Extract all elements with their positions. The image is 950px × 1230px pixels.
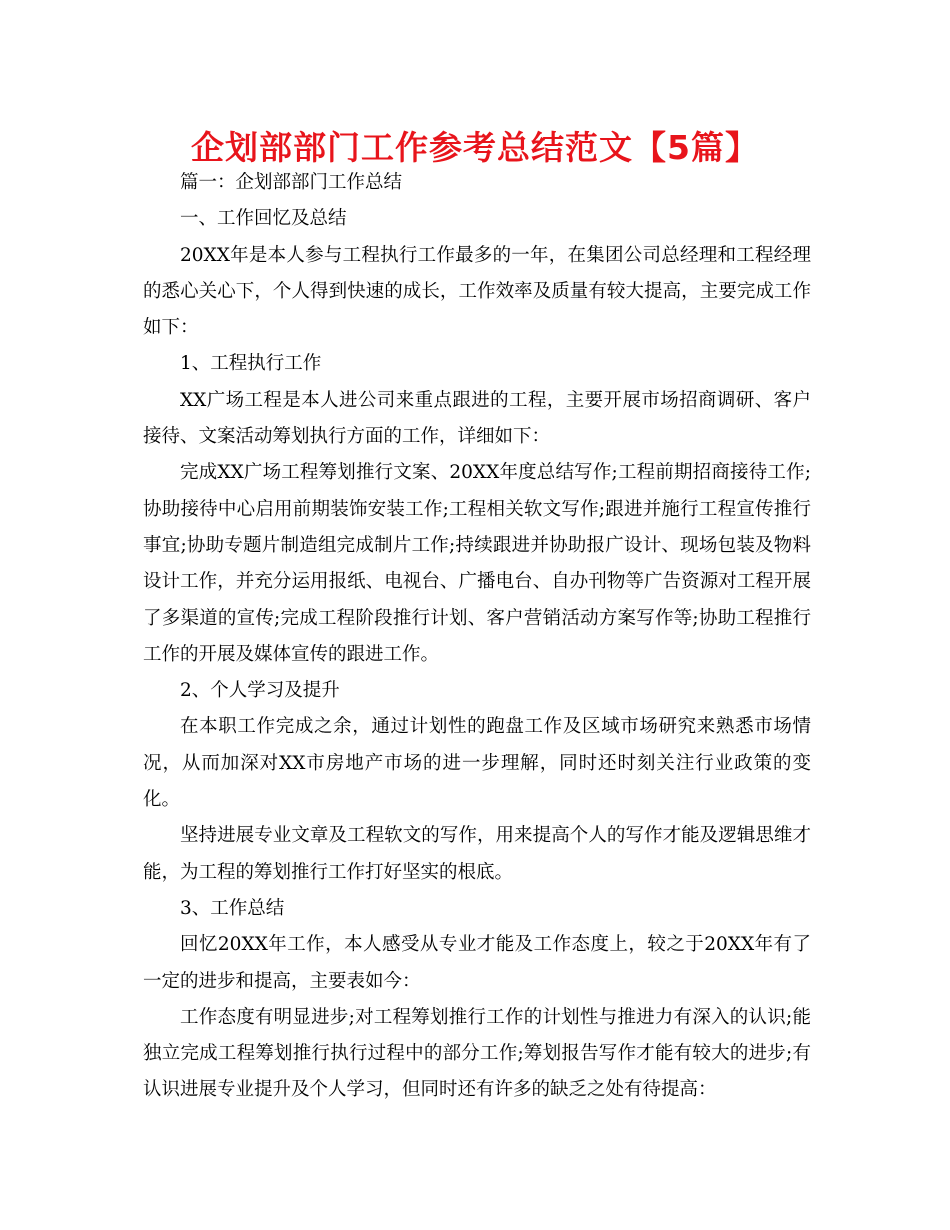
subheading-project-execution: 1、工程执行工作	[180, 353, 322, 375]
paragraph-intro: 20XX年是本人参与工程执行工作最多的一年，在集团公司总经理和工程经理的悉心关心下，个人得到快速的成长，工作效率及质量有较大提高，主要完成工作如下：	[143, 244, 811, 339]
paragraph-writing-practice: 坚持进展专业文章及工程软文的写作，用来提高个人的写作才能及逻辑思维才能，为工程的筹划推行工作打好坚实的根底。	[143, 825, 811, 883]
subheading-personal-learning: 2、个人学习及提升	[180, 680, 340, 702]
paragraph-summary-details: 工作态度有明显进步;对工程筹划推行工作的计划性与推进力有深入的认识;能独立完成工程筹划推行执行过程中的部分工作;筹划报告写作才能有较大的进步;有认识进展专业提升及个人学习，但同时还有许多的缺乏之处有待提高：	[143, 1006, 811, 1101]
paragraph-market-study: 在本职工作完成之余，通过计划性的跑盘工作及区域市场研究来熟悉市场情况，从而加深对XX市房地产市场的进一步理解，同时还时刻关注行业政策的变化。	[143, 716, 811, 811]
document-title: 企划部部门工作参考总结范文【5篇】	[191, 128, 759, 167]
paragraph-project-overview: XX广场工程是本人进公司来重点跟进的工程，主要开展市场招商调研、客户接待、文案活动筹划执行方面的工作，详细如下：	[143, 389, 811, 448]
document-body	[143, 165, 811, 1109]
section-heading-review: 一、工作回忆及总结	[180, 208, 347, 230]
section-heading-part-one: 篇一：企划部部门工作总结	[180, 172, 403, 193]
paragraph-summary-intro: 回忆20XX年工作，本人感受从专业才能及工作态度上，较之于20XX年有了一定的进步和提高，主要表如今：	[143, 934, 811, 992]
subheading-work-summary: 3、工作总结	[180, 897, 285, 919]
paragraph-project-details: 完成XX广场工程筹划推行文案、20XX年度总结写作;工程前期招商接待工作;协助接待中心启用前期装饰安装工作;工程相关软文写作;跟进并施行工程宣传推行事宜;协助专题片制造组完成制片工作;持续跟进并协助报广设计、现场包装及物料设计工作，并充分运用报纸、电视台、广播电台、自办刊物等广告资源对工程开展了多渠道的宣传;完成工程阶段推行计划、客户营销活动方案写作等;协助工程推行工作的开展及媒体宣传的跟进工作。	[143, 462, 811, 665]
